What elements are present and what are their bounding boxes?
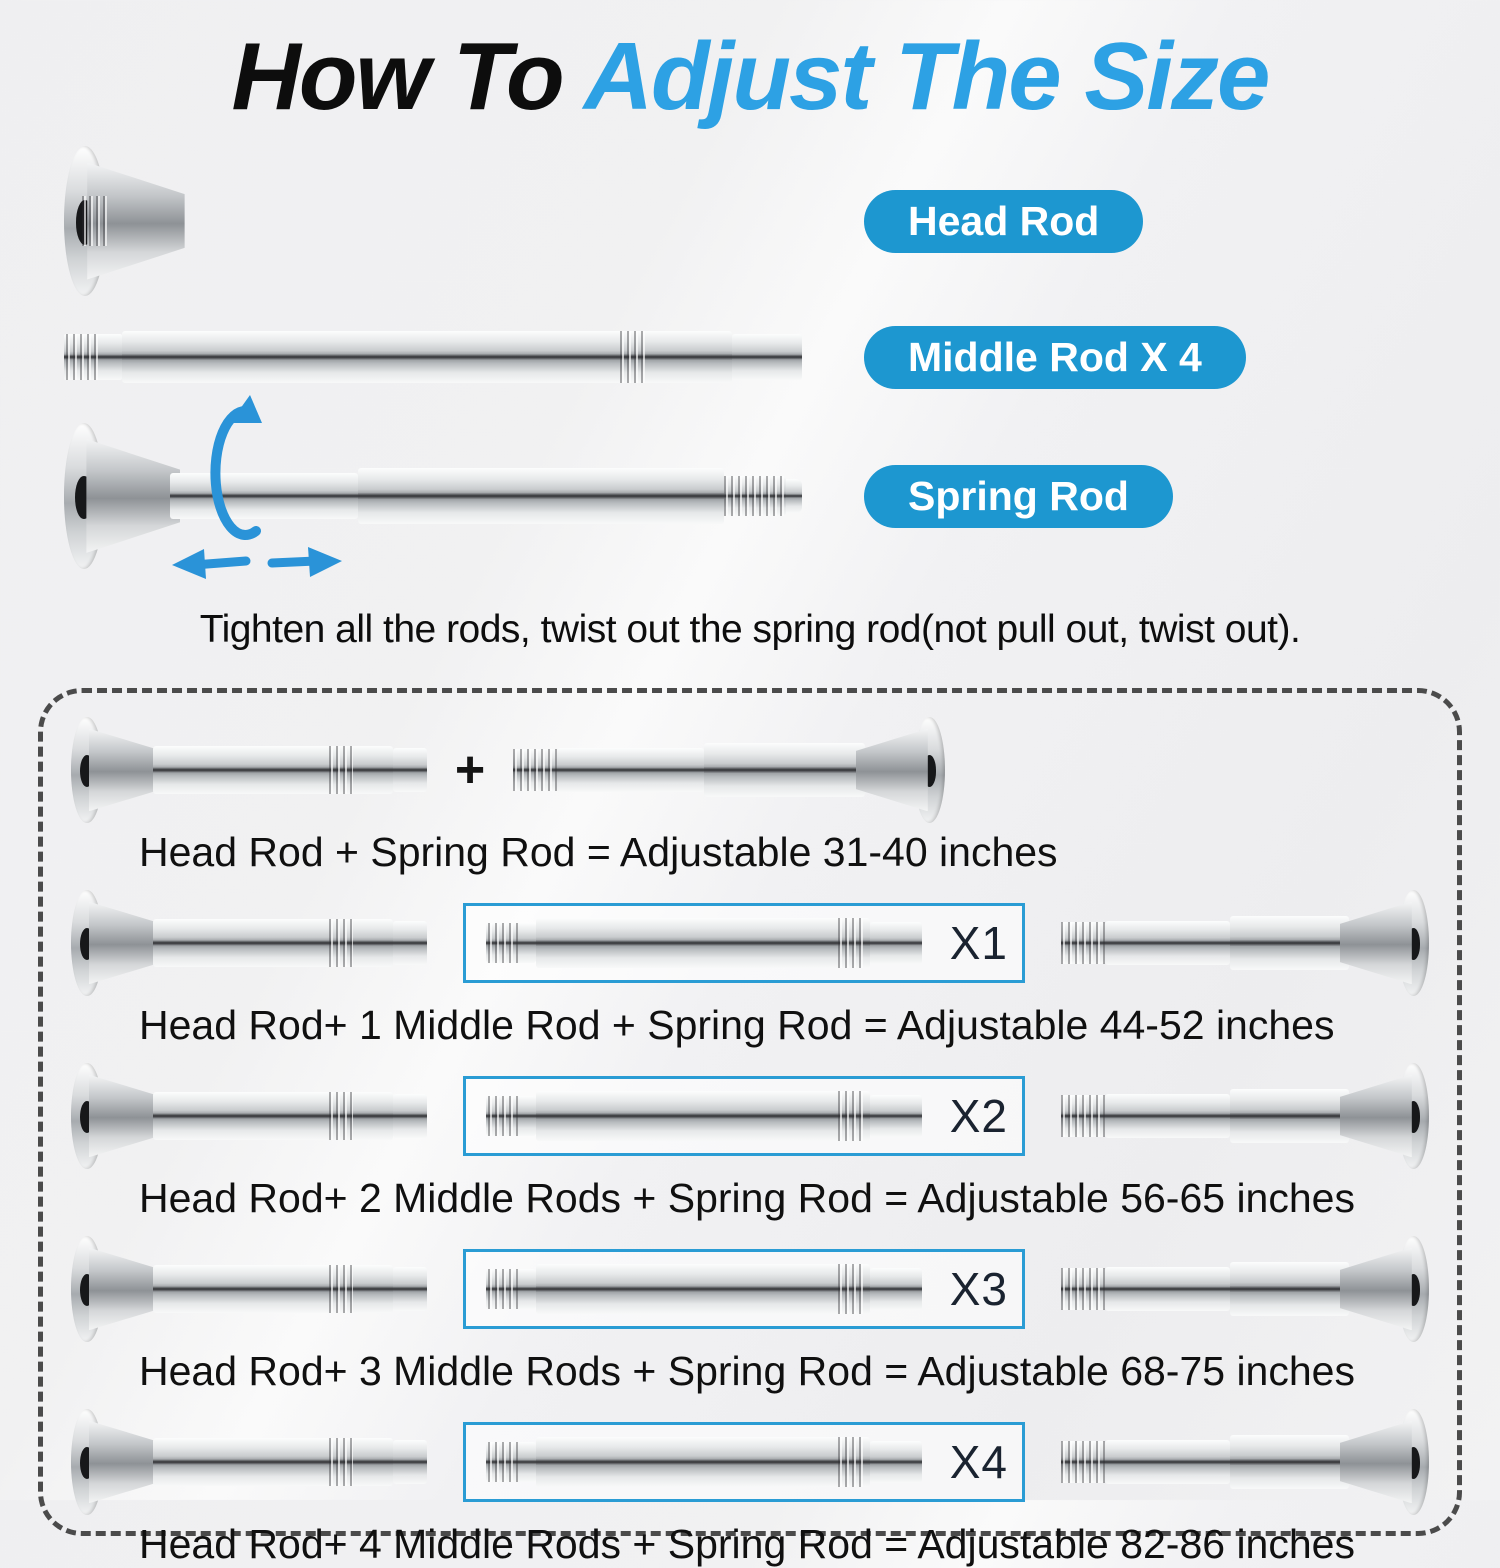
rod-threaded-end	[1061, 922, 1105, 964]
multiplier-box	[463, 1076, 1025, 1156]
multiplier-label: X2	[949, 1090, 1008, 1142]
spring-rod-image	[513, 717, 945, 823]
rod-tip	[393, 1440, 427, 1484]
rod-end-cap	[1343, 1236, 1429, 1342]
rod-inner-tube	[1105, 1440, 1230, 1484]
rod-outer-tube	[1230, 1089, 1349, 1143]
title-highlight: Adjust The Size	[583, 23, 1269, 130]
head-rod-image	[64, 146, 802, 296]
rod-threaded-tip	[724, 476, 786, 516]
rod-end-cap	[71, 717, 159, 823]
rod-tip	[870, 1268, 922, 1310]
rod-outer-tube	[704, 743, 865, 797]
rod-inner-tube	[1105, 1267, 1230, 1311]
rod-outer-tube	[1230, 1435, 1349, 1489]
rod-threaded-end	[1061, 1441, 1105, 1483]
rod-threaded-end	[486, 1442, 536, 1482]
combination-row-2	[71, 886, 1429, 1049]
combination-caption: Head Rod + Spring Rod = Adjustable 31-40 inches	[139, 829, 1058, 875]
title-prefix: How To	[231, 23, 584, 130]
head-rod-image	[71, 890, 427, 996]
legend-pill-middle-rod: Middle Rod X 4	[864, 326, 1246, 389]
multiplier-label: X4	[949, 1436, 1008, 1488]
rod-threaded-end	[1061, 1268, 1105, 1310]
rod-tip	[393, 1094, 427, 1138]
rod-shaft	[153, 1092, 393, 1140]
rod-shaft	[153, 919, 393, 967]
combination-row-3	[71, 1059, 1429, 1222]
rod-outer-tube	[358, 468, 724, 524]
rod-shaft	[536, 1091, 870, 1141]
rod-tip	[393, 921, 427, 965]
rod-shaft	[153, 1265, 393, 1313]
rod-end-cap	[71, 1236, 159, 1342]
middle-rod-image	[486, 1091, 922, 1141]
combination-caption: Head Rod+ 3 Middle Rods + Spring Rod = Adjustable 68-75 inches	[139, 1348, 1355, 1394]
plus-sign: +	[454, 741, 486, 799]
infographic-page	[0, 22, 1500, 1567]
head-rod-image	[71, 717, 427, 823]
page-title	[0, 22, 1500, 132]
rod-tip	[870, 1441, 922, 1483]
rod-tip	[732, 334, 802, 380]
combinations-box	[38, 688, 1462, 1567]
middle-rod-image	[486, 918, 922, 968]
multiplier-label: X1	[949, 917, 1008, 969]
pull-left-arrowhead-icon	[172, 549, 206, 579]
pull-right-arrowhead-icon	[308, 547, 342, 577]
legend-row-spring-rod	[64, 418, 1500, 574]
rod-inner-tube	[1105, 921, 1230, 965]
multiplier-box	[463, 1249, 1025, 1329]
rod-end-cap	[71, 1409, 159, 1515]
spring-rod-image	[1061, 1063, 1429, 1169]
head-rod-image	[71, 1063, 427, 1169]
rod-inner-tube	[1105, 1094, 1230, 1138]
rod-tip	[870, 1095, 922, 1137]
rod-end-cap	[71, 1063, 159, 1169]
combination-caption: Head Rod+ 1 Middle Rod + Spring Rod = Adjustable 44-52 inches	[139, 1002, 1335, 1048]
rod-tip	[393, 1267, 427, 1311]
head-rod-graphic	[64, 146, 172, 296]
rod-tip	[870, 922, 922, 964]
legend-pill-head-rod: Head Rod	[864, 190, 1143, 253]
legend-pill-spring-rod: Spring Rod	[864, 465, 1173, 528]
rod-threaded-end	[513, 749, 557, 791]
rod-shaft	[536, 918, 870, 968]
multiplier-label: X3	[949, 1263, 1008, 1315]
rod-tip	[393, 748, 427, 792]
middle-rod-image	[486, 1437, 922, 1487]
rod-inner-tube	[170, 473, 358, 519]
combination-caption: Head Rod+ 2 Middle Rods + Spring Rod = Adjustable 56-65 inches	[139, 1175, 1355, 1221]
multiplier-box	[463, 1422, 1025, 1502]
rod-threaded-end	[486, 1269, 536, 1309]
combination-rods-2	[71, 886, 1429, 1000]
spring-rod-graphic	[64, 423, 802, 569]
combination-rods-5	[71, 1405, 1429, 1519]
rod-end-cap	[1343, 1063, 1429, 1169]
combination-rods-1	[71, 713, 1429, 827]
rod-shaft	[122, 331, 732, 383]
rod-inner-tube	[557, 748, 704, 792]
rod-end-cap	[1343, 1409, 1429, 1515]
rod-outer-tube	[1230, 916, 1349, 970]
rod-threaded-end	[64, 334, 122, 380]
rod-tip	[786, 479, 802, 513]
rod-threaded-end	[486, 1096, 536, 1136]
head-rod-image	[71, 1409, 427, 1515]
legend-row-head-rod	[64, 146, 1500, 296]
combination-caption: Head Rod+ 4 Middle Rods + Spring Rod = Adjustable 82-86 inches	[139, 1521, 1355, 1567]
combination-row-4	[71, 1232, 1429, 1395]
rod-end-cap	[1343, 890, 1429, 996]
rod-outer-tube	[1230, 1262, 1349, 1316]
rod-threaded-end	[1061, 1095, 1105, 1137]
multiplier-box	[463, 903, 1025, 983]
spring-rod-image	[1061, 1236, 1429, 1342]
spring-rod-image	[1061, 1409, 1429, 1515]
rod-end-cap	[859, 717, 945, 823]
rod-shaft	[153, 746, 393, 794]
spring-rod-image	[64, 423, 802, 569]
rod-shaft	[153, 1438, 393, 1486]
combination-row-5	[71, 1405, 1429, 1568]
rod-end-cap	[64, 423, 176, 569]
rod-shaft	[536, 1437, 870, 1487]
head-rod-image	[71, 1236, 427, 1342]
spring-rod-image	[1061, 890, 1429, 996]
combination-rods-3	[71, 1059, 1429, 1173]
combination-rods-4	[71, 1232, 1429, 1346]
instruction-text: Tighten all the rods, twist out the spring rod(not pull out, twist out).	[199, 608, 1301, 651]
rod-shaft	[536, 1264, 870, 1314]
combination-row-1	[71, 713, 1429, 876]
middle-rod-image	[486, 1264, 922, 1314]
middle-rod-graphic	[64, 331, 802, 383]
middle-rod-image	[64, 331, 802, 383]
legend-row-middle-rod	[64, 296, 1500, 418]
rod-legend-section	[0, 146, 1500, 574]
rod-threaded-end	[486, 923, 536, 963]
rod-end-cap	[71, 890, 159, 996]
